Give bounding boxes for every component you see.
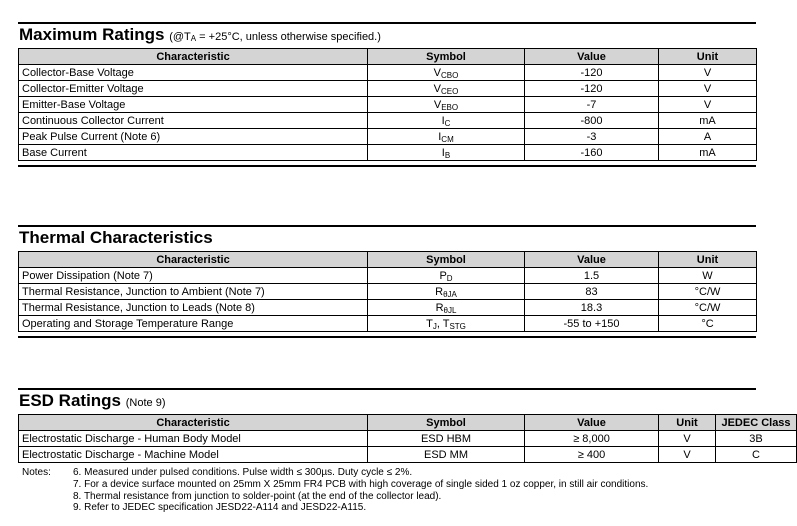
cell-symbol: $P_D$ <box>368 268 525 284</box>
table-row <box>19 316 757 332</box>
table-row <box>19 81 757 97</box>
header-value: Value <box>525 415 659 431</box>
header-unit: Unit <box>659 49 757 65</box>
header-symbol: Symbol <box>368 252 525 268</box>
cell-characteristic: Thermal Resistance, Junction to Ambient (Note 7) <box>19 284 368 300</box>
cell-unit: mA <box>659 145 757 161</box>
cell-value: ≥ 8,000 <box>525 431 659 447</box>
cell-unit: V <box>659 447 716 463</box>
cell-unit: °C/W <box>659 284 757 300</box>
cell-characteristic: Thermal Resistance, Junction to Leads (Note 8) <box>19 300 368 316</box>
cell-characteristic: Collector-Emitter Voltage <box>19 81 368 97</box>
maximum-ratings-table <box>18 48 757 161</box>
cell-value: 83 <box>525 284 659 300</box>
note-9: 9. Refer to JEDEC specification JESD22-A114 and JESD22-A115. <box>73 502 367 514</box>
cell-symbol: $V_{CBO}$ <box>368 65 525 81</box>
table-row <box>19 268 757 284</box>
note-row <box>22 479 762 491</box>
maximum-ratings-section <box>18 22 756 167</box>
cell-characteristic: Collector-Base Voltage <box>19 65 368 81</box>
cell-symbol: ESD MM <box>368 447 525 463</box>
header-unit: Unit <box>659 415 716 431</box>
cell-value: -3 <box>525 129 659 145</box>
cell-symbol: $T_J$, $T_{STG}$ <box>368 316 525 332</box>
cell-unit: W <box>659 268 757 284</box>
cell-value: 1.5 <box>525 268 659 284</box>
table-row <box>19 113 757 129</box>
note-8: 8. Thermal resistance from junction to solder-point (at the end of the collector lead). <box>73 490 442 502</box>
note-7: 7. For a device surface mounted on 25mm X 25mm FR4 PCB with high coverage of single sided 1 oz copper, in still air conditions. <box>73 478 649 490</box>
cell-value: ≥ 400 <box>525 447 659 463</box>
maximum-ratings-condition: (@TA = +25°C, unless otherwise specified.) <box>169 31 381 43</box>
table-row <box>19 65 757 81</box>
cell-unit: V <box>659 81 757 97</box>
header-unit: Unit <box>659 252 757 268</box>
cell-value: -120 <box>525 81 659 97</box>
cell-characteristic: Continuous Collector Current <box>19 113 368 129</box>
cell-value: 18.3 <box>525 300 659 316</box>
table-header-row <box>19 49 757 65</box>
cell-unit: mA <box>659 113 757 129</box>
table-row <box>19 284 757 300</box>
note-row <box>22 467 762 479</box>
table-row <box>19 300 757 316</box>
section-heading <box>18 24 756 45</box>
cell-symbol: $R_{\theta JL}$ <box>368 300 525 316</box>
table-header-row <box>19 415 797 431</box>
cell-symbol: $I_C$ <box>368 113 525 129</box>
header-characteristic: Characteristic <box>19 252 368 268</box>
table-row <box>19 129 757 145</box>
section-bottom-rule <box>18 336 756 338</box>
cell-unit: °C <box>659 316 757 332</box>
cell-value: -120 <box>525 65 659 81</box>
cell-symbol: $I_B$ <box>368 145 525 161</box>
cell-characteristic: Base Current <box>19 145 368 161</box>
cell-jedec-class: 3B <box>716 431 797 447</box>
thermal-characteristics-section <box>18 225 756 338</box>
cell-value: -55 to +150 <box>525 316 659 332</box>
cell-characteristic: Operating and Storage Temperature Range <box>19 316 368 332</box>
cell-unit: V <box>659 97 757 113</box>
notes-block <box>22 467 762 514</box>
header-symbol: Symbol <box>368 49 525 65</box>
table-row <box>19 447 797 463</box>
cell-value: -160 <box>525 145 659 161</box>
maximum-ratings-title: Maximum Ratings <box>19 25 165 44</box>
cell-symbol: ESD HBM <box>368 431 525 447</box>
header-value: Value <box>525 252 659 268</box>
section-heading <box>18 390 756 411</box>
table-header-row <box>19 252 757 268</box>
cell-characteristic: Electrostatic Discharge - Machine Model <box>19 447 368 463</box>
notes-label: Notes: <box>22 467 51 478</box>
cell-unit: A <box>659 129 757 145</box>
cell-unit: °C/W <box>659 300 757 316</box>
thermal-title: Thermal Characteristics <box>19 228 213 247</box>
table-row <box>19 97 757 113</box>
note-6: 6. Measured under pulsed conditions. Pulse width ≤ 300µs. Duty cycle ≤ 2%. <box>73 467 413 478</box>
thermal-table <box>18 251 757 332</box>
note-row <box>22 491 762 503</box>
header-characteristic: Characteristic <box>19 49 368 65</box>
table-row <box>19 145 757 161</box>
cell-jedec-class: C <box>716 447 797 463</box>
note-row <box>22 502 762 514</box>
cell-symbol: $R_{\theta JA}$ <box>368 284 525 300</box>
cell-unit: V <box>659 431 716 447</box>
esd-ratings-section <box>18 388 791 463</box>
cell-symbol: $I_{CM}$ <box>368 129 525 145</box>
cell-value: -800 <box>525 113 659 129</box>
cell-characteristic: Electrostatic Discharge - Human Body Model <box>19 431 368 447</box>
cell-symbol: $V_{EBO}$ <box>368 97 525 113</box>
cell-unit: V <box>659 65 757 81</box>
cell-value: -7 <box>525 97 659 113</box>
esd-title: ESD Ratings <box>19 391 122 410</box>
esd-note-ref: (Note 9) <box>125 397 166 409</box>
header-symbol: Symbol <box>368 415 525 431</box>
cell-characteristic: Emitter-Base Voltage <box>19 97 368 113</box>
section-bottom-rule <box>18 165 756 167</box>
section-heading <box>18 227 756 248</box>
header-value: Value <box>525 49 659 65</box>
cell-characteristic: Peak Pulse Current (Note 6) <box>19 129 368 145</box>
header-jedec-class: JEDEC Class <box>716 415 797 431</box>
table-row <box>19 431 797 447</box>
cell-characteristic: Power Dissipation (Note 7) <box>19 268 368 284</box>
esd-table <box>18 414 797 463</box>
cell-symbol: $V_{CEO}$ <box>368 81 525 97</box>
header-characteristic: Characteristic <box>19 415 368 431</box>
